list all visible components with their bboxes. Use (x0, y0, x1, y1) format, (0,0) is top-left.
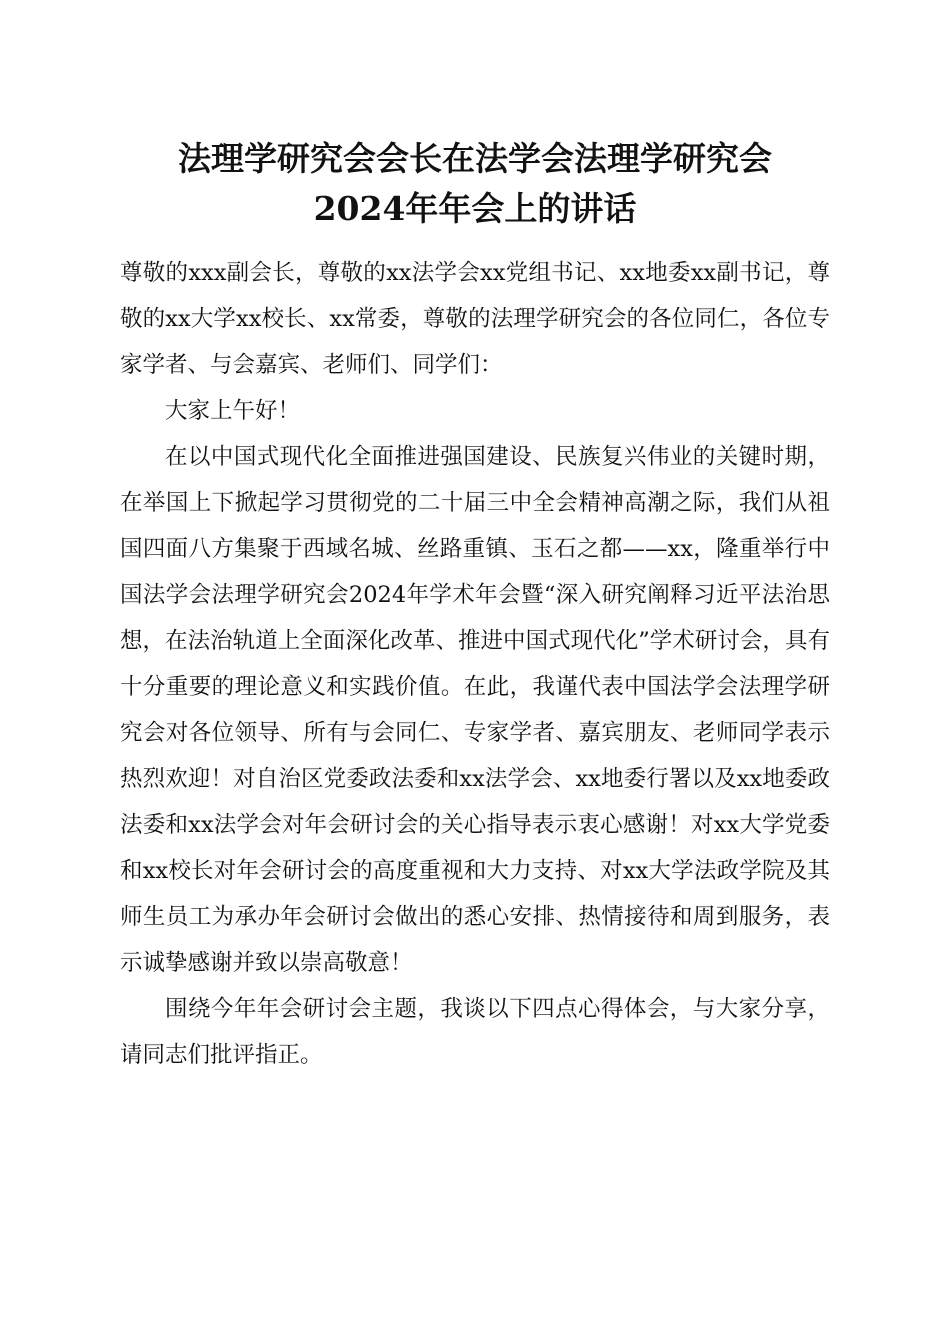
main-paragraph: 在以中国式现代化全面推进强国建设、民族复兴伟业的关键时期，在举国上下掀起学习贯彻党的二十届三中全会精神高潮之际，我们从祖国四面八方集聚于西域名城、丝路重镇、玉石之都——xx，隆重举行中国法学会法理学研究会2024年学术年会暨“深入研究阐释习近平法治思想，在法治轨道上全面深化改革、推进中国式现代化”学术研讨会，具有十分重要的理论意义和实践价值。在此，我谨代表中国法学会法理学研究会对各位领导、所有与会同仁、专家学者、嘉宾朋友、老师同学表示热烈欢迎！对自治区党委政法委和xx法学会、xx地委行署以及xx地委政法委和xx法学会对年会研讨会的关心指导表示衷心感谢！对xx大学党委和xx校长对年会研讨会的高度重视和大力支持、对xx大学法政学院及其师生员工为承办年会研讨会做出的悉心安排、热情接待和周到服务，表示诚挚感谢并致以崇高敬意！ (120, 444, 830, 976)
document-title (100, 134, 850, 234)
closing-paragraph: 围绕今年年会研讨会主题，我谈以下四点心得体会，与大家分享，请同志们批评指正。 (120, 996, 830, 1068)
salutation-paragraph: 尊敬的xxx副会长，尊敬的xx法学会xx党组书记、xx地委xx副书记，尊敬的xx大学xx校长、xx常委，尊敬的法理学研究会的各位同仁，各位专家学者、与会嘉宾、老师们、同学们： (120, 260, 830, 378)
greeting-paragraph: 大家上午好！ (165, 398, 301, 424)
title-line-2: 2024年年会上的讲话 (313, 189, 637, 228)
document-body (120, 250, 830, 1078)
title-line-1: 法理学研究会会长在法学会法理学研究会 (178, 139, 772, 178)
